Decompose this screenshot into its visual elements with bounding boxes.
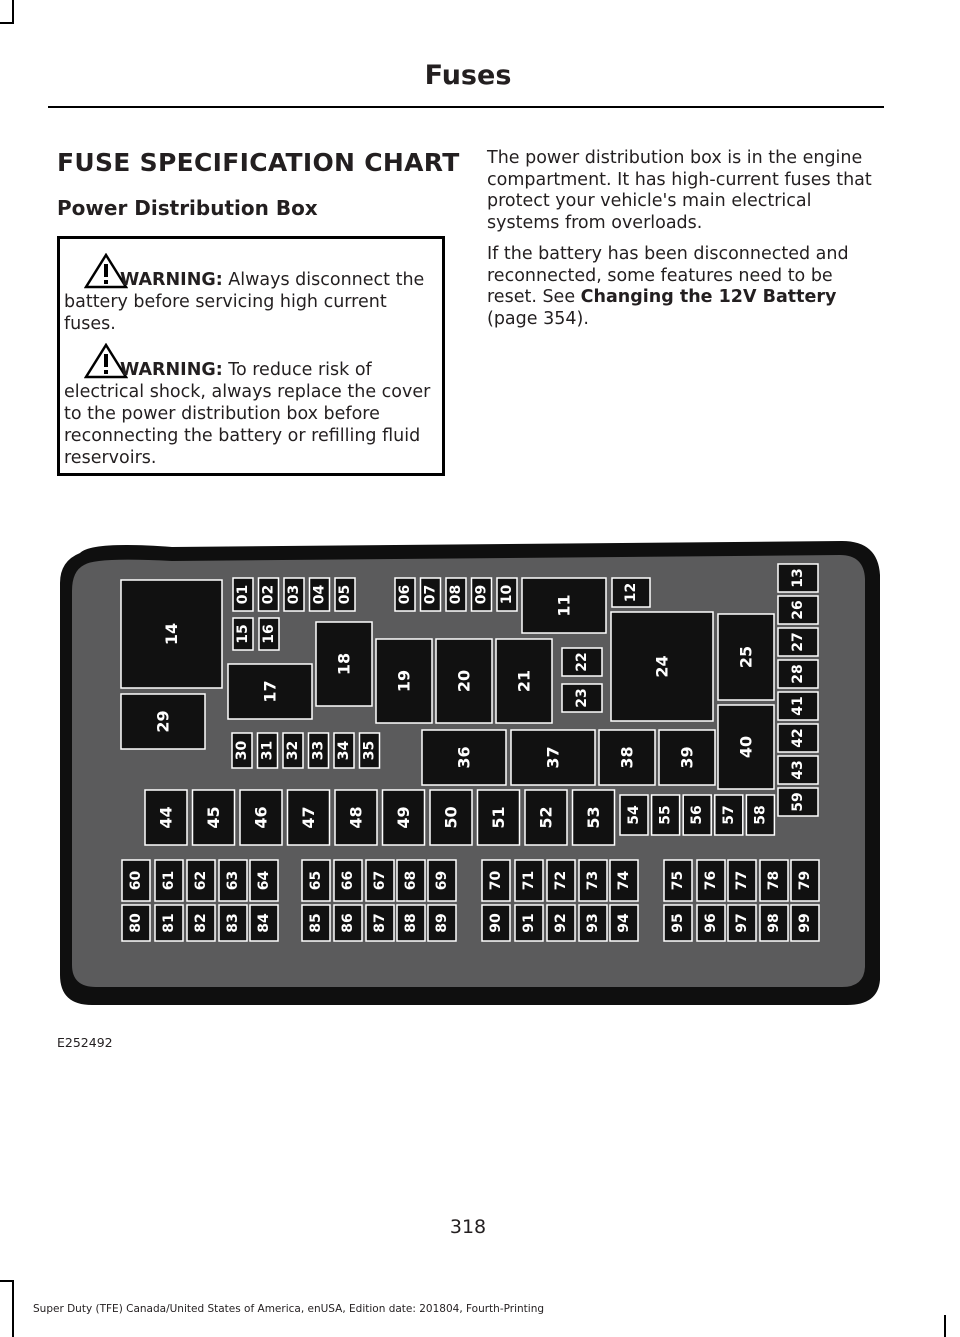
fuse-label-61: 61 (161, 870, 177, 891)
fuse-label-32: 32 (285, 740, 301, 761)
fuse-label-44: 44 (156, 806, 176, 829)
fuse-label-99: 99 (797, 913, 813, 933)
fuse-label-51: 51 (489, 806, 508, 829)
crop-mark (12, 0, 14, 22)
fuse-label-29: 29 (153, 710, 173, 733)
fuse-label-15: 15 (235, 624, 251, 644)
crop-mark (944, 1315, 946, 1337)
fuse-label-19: 19 (394, 669, 414, 693)
fuse-label-92: 92 (553, 913, 569, 933)
fuse-label-11: 11 (554, 594, 574, 617)
crop-mark (12, 1280, 14, 1337)
fuse-label-80: 80 (128, 913, 144, 933)
fuse-label-10: 10 (499, 584, 515, 605)
fuse-label-76: 76 (703, 870, 719, 891)
battery-note-suffix: (page 354). (487, 308, 589, 329)
fuse-label-70: 70 (488, 870, 504, 891)
fuse-label-23: 23 (574, 688, 590, 708)
fuse-label-21: 21 (514, 669, 534, 693)
fuse-label-57: 57 (720, 805, 737, 825)
fuse-label-04: 04 (311, 584, 328, 605)
fuse-label-01: 01 (235, 584, 251, 605)
fuse-label-24: 24 (652, 655, 672, 678)
fuse-label-09: 09 (473, 584, 490, 605)
section-title: FUSE SPECIFICATION CHART (57, 148, 460, 177)
warning-label: WARNING: (120, 360, 223, 380)
fuse-label-75: 75 (670, 870, 686, 891)
fuse-label-54: 54 (626, 805, 642, 825)
fuse-label-45: 45 (204, 806, 223, 829)
fuse-label-77: 77 (734, 870, 750, 891)
fuse-label-46: 46 (251, 806, 271, 829)
fuse-label-07: 07 (422, 584, 439, 605)
fuse-label-58: 58 (752, 805, 769, 825)
battery-note-text: If the battery has been disconnected and reconnected, some features need to be reset. See (487, 244, 849, 307)
fuse-label-98: 98 (766, 913, 782, 933)
fuse-label-55: 55 (657, 805, 674, 825)
fuse-label-56: 56 (689, 805, 706, 825)
fuse-label-48: 48 (346, 806, 366, 829)
fuse-label-78: 78 (766, 870, 782, 891)
subsection-title: Power Distribution Box (57, 196, 318, 220)
fuse-label-49: 49 (394, 806, 413, 829)
fuse-label-43: 43 (790, 760, 806, 780)
fuse-label-53: 53 (584, 806, 603, 829)
warning-text: To reduce risk of electrical shock, always replace the cover to the power distribution box before reconnecting the battery or refilling fluid reservoirs. (64, 360, 431, 468)
fuse-label-86: 86 (340, 913, 356, 933)
fuse-label-79: 79 (797, 870, 813, 891)
fuse-label-25: 25 (736, 645, 756, 669)
fuse-label-13: 13 (790, 568, 806, 588)
fuse-label-52: 52 (536, 806, 556, 829)
fuse-label-87: 87 (372, 913, 388, 933)
fuse-label-63: 63 (225, 870, 241, 891)
fuse-label-67: 67 (372, 870, 388, 891)
fuse-label-28: 28 (790, 664, 806, 684)
footer-text: Super Duty (TFE) Canada/United States of America, enUSA, Edition date: 201804, Fourth-Printing (33, 1303, 545, 1315)
warning-text: Always disconnect the battery before servicing high current fuses. (64, 270, 425, 334)
fuse-label-94: 94 (616, 913, 632, 933)
fuse-label-96: 96 (703, 913, 719, 933)
fuse-label-85: 85 (308, 913, 324, 933)
figure-code: E252492 (57, 1035, 113, 1050)
header-rule (48, 106, 884, 108)
fuse-label-05: 05 (337, 584, 353, 605)
fuse-label-82: 82 (193, 913, 209, 933)
fuse-label-14: 14 (162, 622, 181, 646)
fuse-label-47: 47 (299, 806, 318, 829)
fuse-label-35: 35 (361, 740, 378, 761)
warning-box (57, 236, 445, 476)
fuse-label-60: 60 (128, 870, 144, 891)
fuse-label-37: 37 (543, 746, 563, 769)
fuse-label-40: 40 (736, 735, 756, 759)
fuse-label-84: 84 (256, 913, 272, 933)
fuse-label-33: 33 (310, 740, 327, 761)
fuse-label-66: 66 (340, 870, 356, 891)
fuse-label-36: 36 (454, 746, 474, 769)
power-distribution-box-diagram (52, 535, 884, 1010)
fuse-label-31: 31 (259, 740, 276, 761)
fuse-label-59: 59 (790, 792, 806, 812)
fuse-label-81: 81 (161, 913, 177, 933)
fuse-label-72: 72 (553, 870, 569, 891)
fuse-label-06: 06 (397, 584, 413, 605)
fuse-label-16: 16 (261, 624, 277, 644)
fuse-label-83: 83 (225, 913, 241, 933)
fuse-label-02: 02 (260, 584, 277, 605)
battery-link[interactable]: Changing the 12V Battery (580, 287, 837, 307)
fuse-label-90: 90 (488, 913, 504, 933)
fuse-label-89: 89 (434, 913, 450, 933)
fuse-label-73: 73 (585, 870, 601, 891)
fuse-label-27: 27 (790, 632, 806, 652)
fuse-label-26: 26 (790, 600, 806, 620)
fuse-label-17: 17 (260, 680, 280, 703)
page-header-title: Fuses (424, 60, 512, 91)
warning-2 (64, 359, 436, 469)
fuse-label-68: 68 (403, 870, 419, 891)
fuse-label-34: 34 (336, 740, 352, 761)
fuse-label-50: 50 (441, 806, 461, 829)
fuse-label-91: 91 (521, 913, 537, 933)
fuse-label-93: 93 (585, 913, 601, 933)
fuse-label-69: 69 (434, 870, 450, 891)
fuse-label-95: 95 (670, 913, 686, 933)
fuse-label-18: 18 (334, 652, 354, 676)
fuse-label-62: 62 (193, 870, 209, 891)
fuse-label-20: 20 (454, 669, 474, 693)
fuse-label-88: 88 (403, 913, 419, 933)
warning-label: WARNING: (120, 270, 223, 290)
fuse-label-38: 38 (617, 746, 637, 769)
fuse-label-74: 74 (616, 870, 632, 891)
fuse-label-65: 65 (308, 870, 324, 891)
crop-mark (0, 1280, 14, 1282)
crop-mark (0, 22, 14, 24)
fuse-label-22: 22 (574, 652, 590, 672)
fuse-label-41: 41 (790, 696, 806, 716)
page-number: 318 (449, 1216, 487, 1238)
battery-note (487, 244, 887, 330)
fuse-label-39: 39 (677, 746, 697, 769)
fuse-label-30: 30 (234, 740, 250, 761)
fuse-label-12: 12 (623, 582, 639, 603)
intro-paragraph: The power distribution box is in the engine compartment. It has high-current fuses that protect your vehicle's main electrical systems from overloads. (487, 148, 872, 233)
fuse-label-08: 08 (448, 584, 464, 605)
fuse-label-42: 42 (790, 728, 806, 748)
fuse-label-71: 71 (521, 870, 537, 891)
fuse-label-64: 64 (256, 870, 272, 891)
warning-1 (64, 269, 436, 335)
fuse-label-03: 03 (286, 584, 302, 605)
fuse-label-97: 97 (734, 913, 750, 933)
